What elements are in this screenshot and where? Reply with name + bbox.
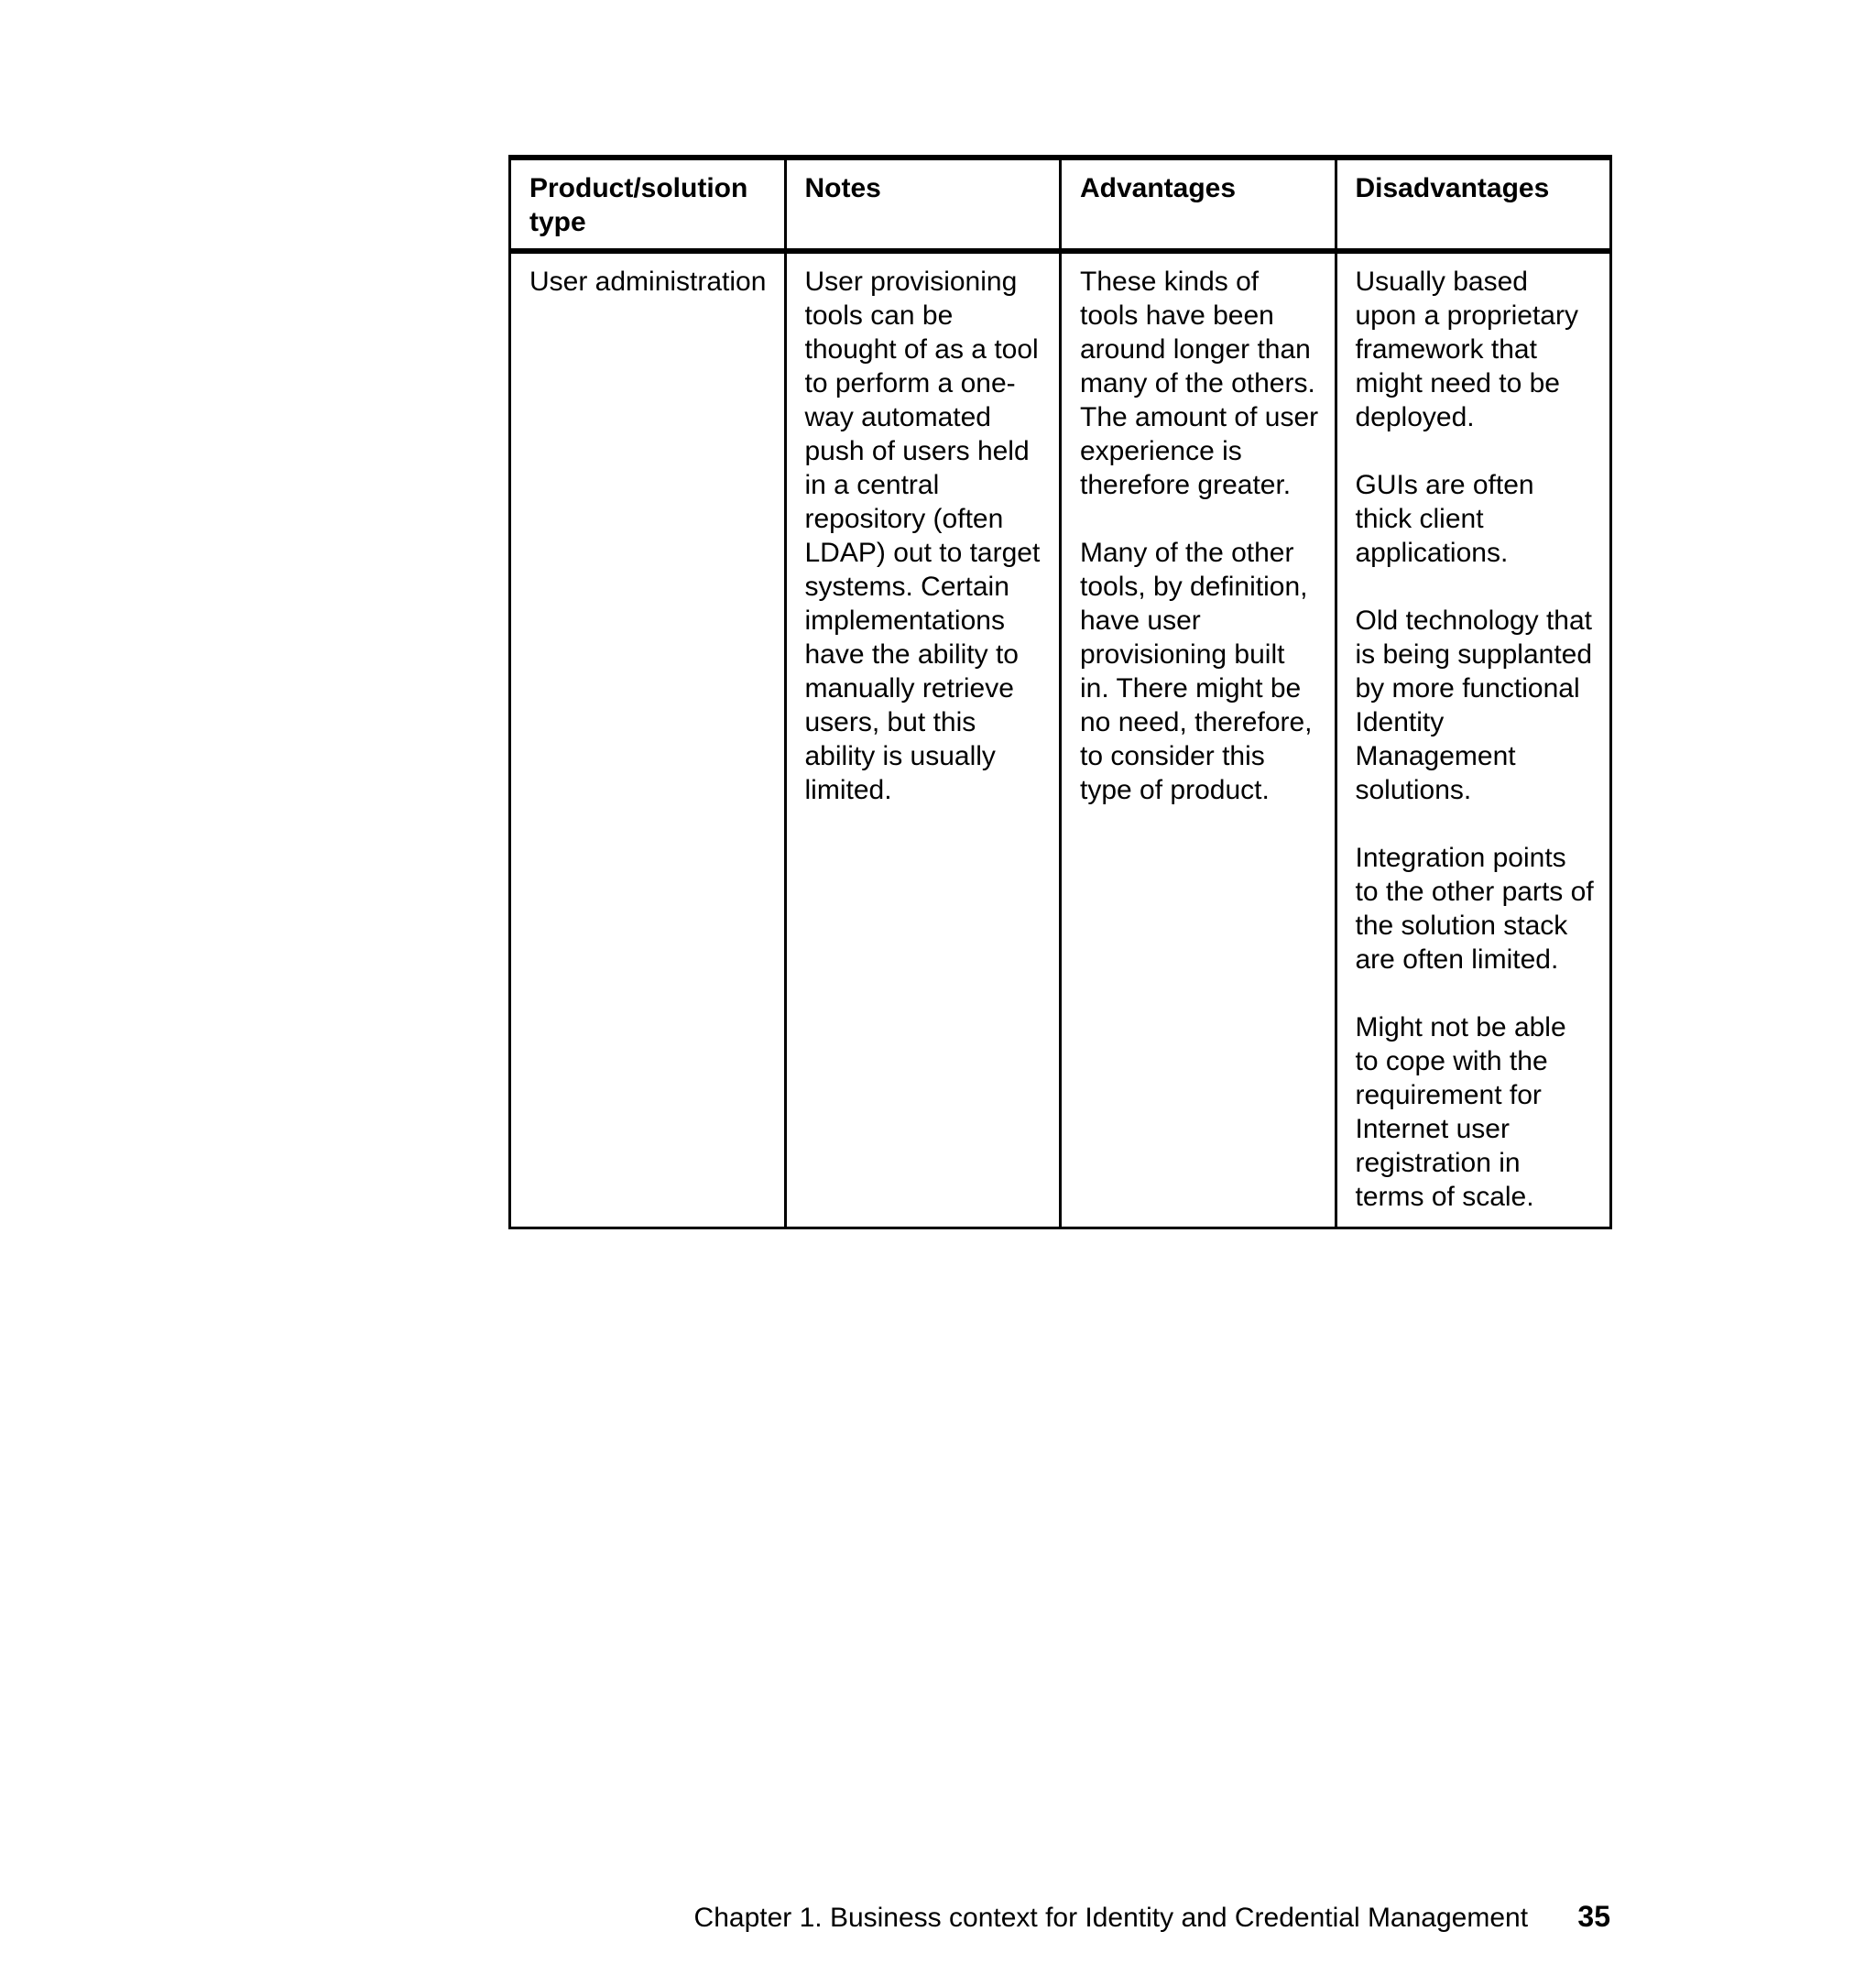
advantages-paragraph: Many of the other tools, by definition, have user provisioning built in. There might be no need, therefore, to consider this type of product. — [1080, 538, 1313, 805]
header-notes: Notes — [785, 158, 1061, 251]
cell-product-type: User administration — [510, 251, 786, 1228]
cell-notes — [785, 251, 1061, 1228]
table-header-row — [510, 158, 1611, 251]
header-product-type: Product/solution type — [510, 158, 786, 251]
disadvantages-paragraph: GUIs are often thick client applications. — [1355, 470, 1534, 568]
page-number: 35 — [1577, 1900, 1610, 1933]
header-disadvantages: Disadvantages — [1336, 158, 1611, 251]
advantages-paragraph: These kinds of tools have been around longer than many of the others. The amount of user experience is therefore greater. — [1080, 267, 1319, 500]
cell-advantages — [1061, 251, 1336, 1228]
disadvantages-paragraph: Might not be able to cope with the requirement for Internet user registration in terms of scale. — [1355, 1012, 1566, 1212]
cell-disadvantages — [1336, 251, 1611, 1228]
notes-paragraph: User provisioning tools can be thought of as a tool to perform a one-way automated push of users held in a central repository (often LDAP) out to target systems. Certain implementations have the ability to manually retrieve users, but this ability is usually limited. — [804, 267, 1041, 805]
chapter-title: Chapter 1. Business context for Identity and Credential Management — [693, 1903, 1529, 1933]
table-row — [510, 251, 1611, 1228]
disadvantages-paragraph: Integration points to the other parts of the solution stack are often limited. — [1355, 843, 1594, 975]
disadvantages-paragraph: Old technology that is being supplanted by more functional Identity Management solutions. — [1355, 606, 1593, 805]
page-footer — [694, 1900, 1610, 1935]
disadvantages-paragraph: Usually based upon a proprietary framework that might need to be deployed. — [1355, 267, 1578, 432]
header-advantages: Advantages — [1061, 158, 1336, 251]
comparison-table — [508, 155, 1612, 1229]
